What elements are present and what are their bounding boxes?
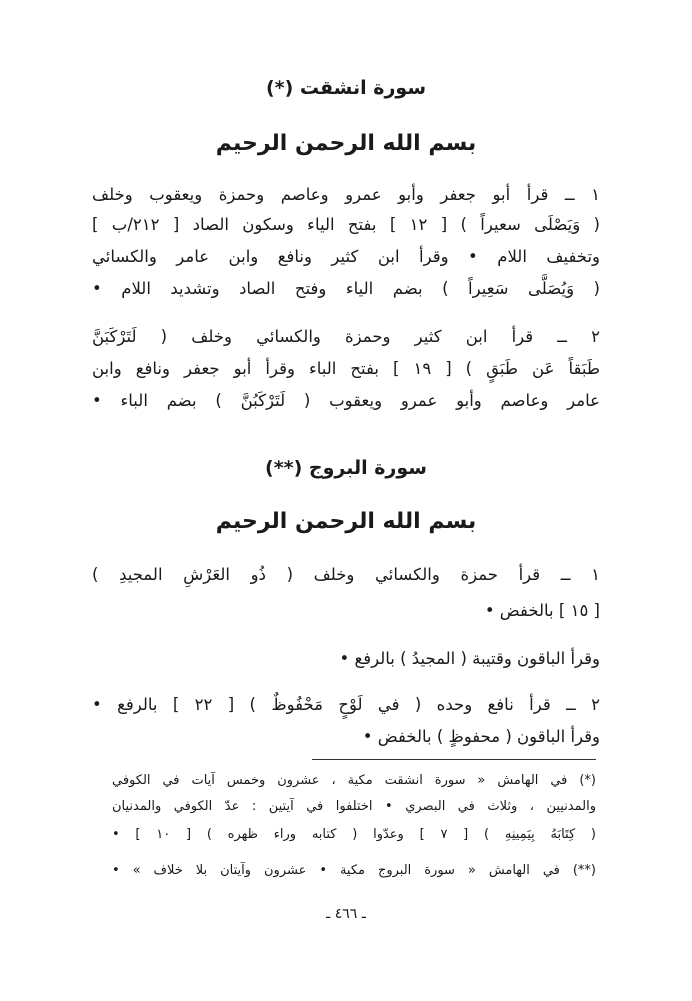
page-number: ـ ٤٦٦ ـ bbox=[326, 906, 366, 922]
surah-buruj-basmala: بسم الله الرحمن الرحيم bbox=[215, 509, 477, 534]
footnote-line-3: ( كِتَابَهُ بِيَمِينِهِ ) [ ٧ ] وعدّوا ( كتابه وراء ظهره ) [ ١٠ ] • bbox=[112, 827, 596, 842]
surah-buruj-title: سورة البروج (**) bbox=[265, 457, 427, 479]
footnote-line-1: (*) في الهامش « سورة انشقت مكية ، عشرون وخمس آيات في الكوفي bbox=[112, 773, 596, 788]
buruj-line-3: وقرأ الباقون وقتيبة ( المجيدُ ) بالرفع • bbox=[339, 649, 600, 668]
footnote-line-4: (**) في الهامش « سورة البروج مكية • عشرون وآيتان بلا خلاف » • bbox=[112, 863, 596, 878]
inshiqaq-line-2: ( وَيَصْلَى سعيراً ) [ ١٢ ] بفتح الياء وسكون الصاد [ ٢١٢/ب ] bbox=[92, 215, 600, 234]
inshiqaq-line-5: ٢ ــ قرأ ابن كثير وحمزة والكسائي وخلف ( لَتَرْكَبَنَّ bbox=[92, 327, 600, 346]
buruj-line-4: ٢ ــ قرأ نافع وحده ( في لَوْحٍ مَحْفُوظٌ ) [ ٢٢ ] بالرفع • bbox=[92, 695, 600, 714]
buruj-line-2: [ ١٥ ] بالخفض • bbox=[484, 601, 600, 620]
inshiqaq-line-6: طَبَقاً عَن طَبَقٍ ) [ ١٩ ] بفتح الباء وقرأ أبو جعفر ونافع وابن bbox=[92, 359, 600, 378]
buruj-line-1: ١ ــ قرأ حمزة والكسائي وخلف ( ذُو العَرْشِ المجيدِ ) bbox=[92, 565, 600, 584]
inshiqaq-line-7: عامر وعاصم وأبو عمرو ويعقوب ( لَتَرْكَبُنَّ ) بضم الباء • bbox=[92, 391, 600, 410]
surah-inshiqaq-basmala: بسم الله الرحمن الرحيم bbox=[215, 131, 477, 156]
surah-inshiqaq-title: سورة انشقت (*) bbox=[265, 77, 427, 99]
footnote-separator bbox=[312, 759, 596, 760]
inshiqaq-line-3: وتخفيف اللام • وقرأ ابن كثير ونافع وابن عامر والكسائي bbox=[92, 247, 600, 266]
buruj-line-5: وقرأ الباقون ( محفوظٍ ) بالخفض • bbox=[362, 727, 600, 746]
footnote-line-2: والمدنيين ، وثلاث في البصري • اختلفوا في آيتين : عدّ الكوفي والمدنيان bbox=[112, 799, 596, 814]
inshiqaq-line-1: ١ ــ قرأ أبو جعفر وأبو عمرو وعاصم وحمزة ويعقوب وخلف bbox=[92, 185, 600, 204]
inshiqaq-line-4: ( وَيُصَلَّى سَعِيراً ) بضم الياء وفتح الصاد وتشديد اللام • bbox=[92, 279, 600, 298]
